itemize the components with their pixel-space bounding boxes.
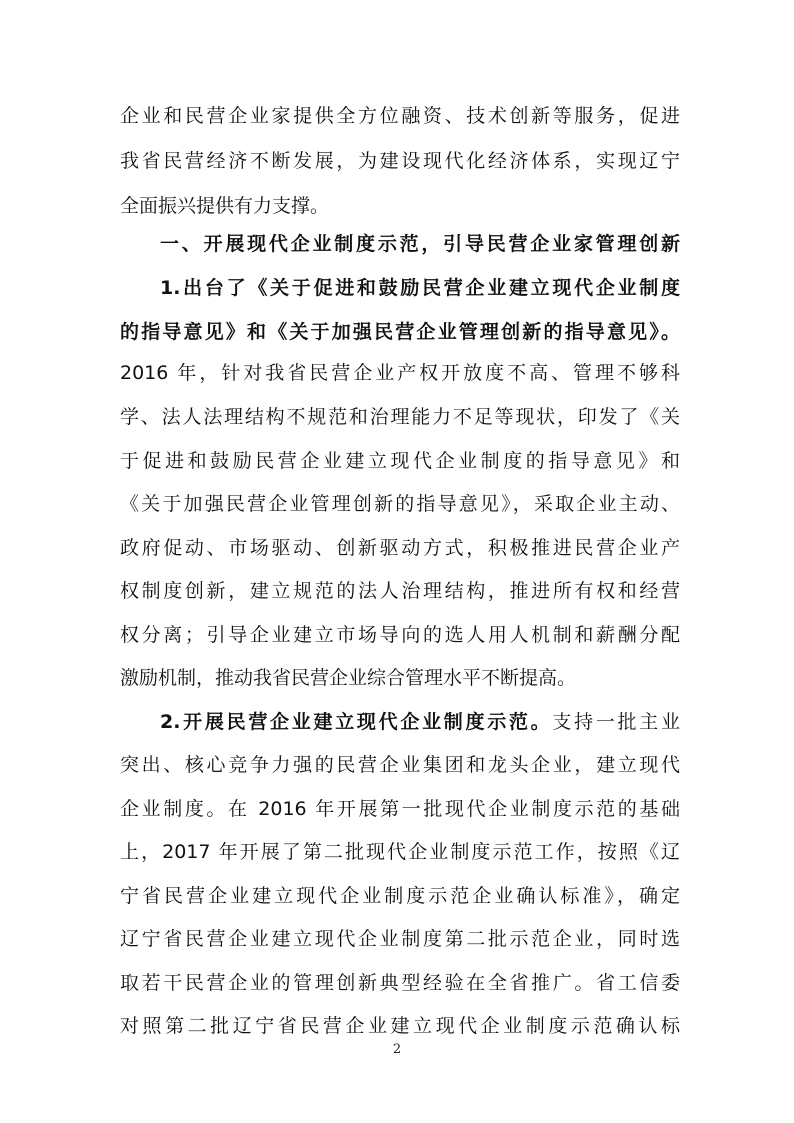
body-line: 辽宁省民营企业建立现代企业制度第二批示范企业，同时选 [120, 928, 680, 950]
body-line: 上，2017 年开展了第二批现代企业制度示范工作，按照《辽 [120, 841, 680, 863]
body-line: 企业和民营企业家提供全方位融资、技术创新等服务，促进 [120, 105, 680, 127]
body-line: 激励机制，推动我省民营企业综合管理水平不断提高。 [120, 667, 577, 689]
body-line [160, 702, 680, 742]
body-line: 权制度创新，建立规范的法人治理结构，推进所有权和经营 [120, 580, 680, 602]
body-line: 突出、核心竞争力强的民营企业集团和龙头企业，建立现代 [120, 754, 680, 776]
page-number: 2 [392, 1042, 402, 1057]
body-line: 学、法人法理结构不规范和治理能力不足等现状，印发了《关 [120, 406, 680, 428]
body-line: 《关于加强民营企业管理创新的指导意见》，采取企业主动、 [120, 493, 680, 515]
body-line: 取若干民营企业的管理创新典型经验在全省推广。省工信委 [120, 972, 680, 994]
body-line: 于促进和鼓励民营企业建立现代企业制度的指导意见》和 [120, 450, 680, 472]
section-heading: 一、开展现代企业制度示范，引导民营企业家管理创新 [160, 233, 680, 255]
subheading-line: 1.出台了《关于促进和鼓励民营企业建立现代企业制度 [160, 277, 680, 299]
body-line: 企业制度。在 2016 年开展第一批现代企业制度示范的基础 [120, 798, 680, 820]
body-line: 2016 年，针对我省民营企业产权开放度不高、管理不够科 [120, 362, 680, 384]
subheading-line: 的指导意见》和《关于加强民营企业管理创新的指导意见》。 [120, 321, 680, 343]
body-inline: 支持一批主业 [552, 711, 680, 733]
body-line: 权分离；引导企业建立市场导向的选人用人机制和薪酬分配 [120, 624, 680, 646]
body-line: 宁省民营企业建立现代企业制度示范企业确认标准》，确定 [120, 885, 680, 907]
body-line: 政府促动、市场驱动、创新驱动方式，积极推进民营企业产 [120, 537, 680, 559]
body-line: 我省民营经济不断发展，为建设现代化经济体系，实现辽宁 [120, 150, 680, 172]
body-line: 全面振兴提供有力支撑。 [120, 195, 330, 217]
subheading-inline: 2.开展民营企业建立现代企业制度示范。 [160, 711, 553, 733]
body-line: 对照第二批辽宁省民营企业建立现代企业制度示范确认标 [120, 1015, 680, 1037]
